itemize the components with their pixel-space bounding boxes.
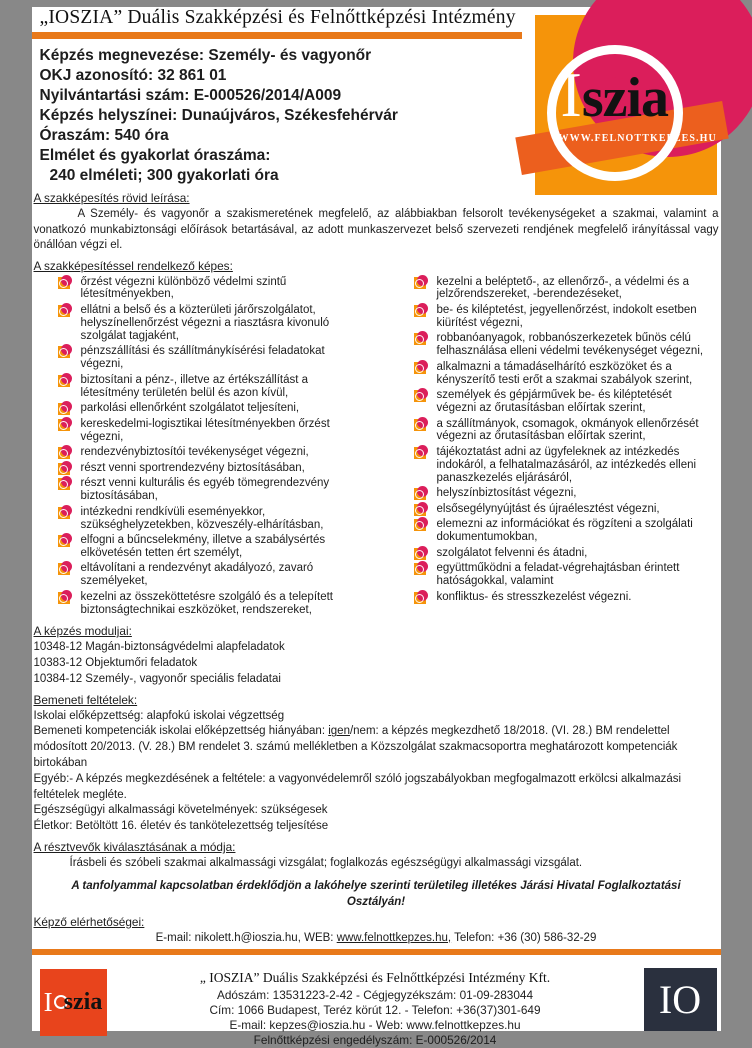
bullet-logo-icon xyxy=(414,362,426,374)
bullet-logo-icon xyxy=(414,563,426,575)
capability-item: alkalmazni a támadáselhárító eszközöket és a kényszerítő testi erőt a szakmai szabályok szerint, xyxy=(414,361,714,387)
capability-item: együttműködni a feladat-végrehajtásban érintett hatóságokkal, valamint xyxy=(414,562,714,588)
capabilities-left-column xyxy=(32,276,376,620)
capability-item: elfogni a bűncselekmény, illetve a szabálysértés elkövetésén tetten ért személyt, xyxy=(58,534,362,560)
okj-id-line: OKJ azonosító: 32 861 01 xyxy=(40,66,520,86)
capability-item: biztosítani a pénz-, illetve az értékszállítást a létesítmény területén belül és azon kívül, xyxy=(58,374,362,400)
website-link[interactable]: www.felnottkepzes.hu, xyxy=(337,932,451,944)
bullet-logo-icon xyxy=(414,419,426,431)
footer-divider xyxy=(32,949,721,955)
module-line: 10383-12 Objektumőri feladatok xyxy=(34,656,719,672)
capability-item: a szállítmányok, csomagok, okmányok ellenőrzését végezni az őrutasításban előírtak szerint, xyxy=(414,418,714,444)
hours-line: Óraszám: 540 óra xyxy=(40,126,520,146)
capability-item: pénzszállítási és szállítmánykísérési feladatokat végezni, xyxy=(58,345,362,371)
registration-number-line: Nyilvántartási szám: E-000526/2014/A009 xyxy=(40,86,520,106)
ioszia-logo xyxy=(535,15,717,195)
capability-item: szolgálatot felvenni és átadni, xyxy=(414,547,714,560)
bullet-logo-icon xyxy=(414,504,426,516)
page-title: „IOSZIA” Duális Szakképzési és Felnőttképzési Intézmény xyxy=(40,7,721,29)
selection-heading: A résztvevők kiválasztásának a módja: xyxy=(34,840,721,854)
capability-item: parkolási ellenőrként szolgálatot teljesíteni, xyxy=(58,402,362,415)
footer-tax-line: Adószám: 13531223-2-42 - Cégjegyzékszám: 01-09-283044 xyxy=(107,988,644,1003)
capabilities-heading: A szakképesítéssel rendelkező képes: xyxy=(34,259,721,273)
module-line: 10384-12 Személy-, vagyonőr speciális feladatai xyxy=(34,672,719,688)
bullet-logo-icon xyxy=(58,563,70,575)
capability-item: részt venni sportrendezvény biztosításában, xyxy=(58,462,362,475)
logo-website-text: WWW.FELNOTTKEPZES.HU xyxy=(559,133,717,144)
entry-other-line: Egyéb:- A képzés megkezdésének a feltétele: a vagyonvédelemről szóló jogszabályokban megfogalmazott erkölcsi alkalmazási feltételek megléte. xyxy=(34,772,719,804)
yes-underlined-text: igen xyxy=(328,725,350,737)
entry-conditions-heading: Bemeneti feltételek: xyxy=(34,693,721,707)
bullet-logo-icon xyxy=(414,277,426,289)
capability-item: eltávolítani a rendezvényt akadályozó, zavaró személyeket, xyxy=(58,562,362,588)
contact-heading: Képző elérhetőségei: xyxy=(34,915,721,929)
contact-line: E-mail: nikolett.h@ioszia.hu, WEB: www.felnottkepzes.hu, Telefon: +36 (30) 586-32-29 xyxy=(32,932,721,944)
footer-logo-letter-i: I xyxy=(44,987,53,1018)
footer-company-info xyxy=(107,964,644,1048)
footer-company-name: „ IOSZIA” Duális Szakképzési és Felnőttképzési Intézmény Kft. xyxy=(107,970,644,986)
theory-practice-label-line: Elmélet és gyakorlat óraszáma: xyxy=(40,146,520,166)
bullet-logo-icon xyxy=(414,390,426,402)
bullet-logo-icon xyxy=(58,463,70,475)
capability-item: be- és kiléptetést, jegyellenőrzést, indokolt esetben kiürítést végezni, xyxy=(414,304,714,330)
capability-item: robbanóanyagok, robbanószerkezetek bűnös célú felhasználása elleni védelmi tevékenységet végezni, xyxy=(414,332,714,358)
entry-school-line: Iskolai előképzettség: alapfokú iskolai végzettség xyxy=(34,709,719,725)
bullet-logo-icon xyxy=(58,277,70,289)
capabilities-right-column xyxy=(376,276,720,620)
logo-letters-szia: szia xyxy=(582,67,668,129)
bullet-logo-icon xyxy=(58,592,70,604)
footer-ioszia-logo xyxy=(40,969,107,1036)
capability-item: elsősegélynyújtást és újraélesztést végezni, xyxy=(414,503,714,516)
footer-io-logo: IO xyxy=(644,968,717,1031)
job-office-notice: A tanfolyammal kapcsolatban érdeklődjön a lakóhelye szerinti területileg illetékes Járási Hivatal Foglalkoztatási Osztályán! xyxy=(56,878,696,910)
header-divider xyxy=(32,32,522,39)
bullet-logo-icon xyxy=(414,548,426,560)
bullet-logo-icon xyxy=(58,447,70,459)
bullet-logo-icon xyxy=(58,535,70,547)
bullet-logo-icon xyxy=(414,592,426,604)
capability-item: konfliktus- és stresszkezelést végezni. xyxy=(414,591,714,604)
footer-logo-letters-szia: szia xyxy=(64,989,103,1016)
footer-address-line: Cím: 1066 Budapest, Teréz körút 12. - Telefon: +36(37)301-649 xyxy=(107,1003,644,1018)
locations-line: Képzés helyszínei: Dunaújváros, Székesfehérvár xyxy=(40,106,520,126)
bullet-logo-icon xyxy=(414,447,426,459)
description-paragraph: A Személy- és vagyonőr a szakismeretének megfelelő, az alábbiakban felsorolt tevékenységeket a szakmai, valamint a vonatkozó munkabiztonsági előírások betartásával, az adott munkaszervezet belső szervezeti rendjének megfelelő irányítással vagy önállóan végzi el. xyxy=(34,207,719,254)
footer-email-web-line: E-mail: kepzes@ioszia.hu - Web: www.felnottkepzes.hu xyxy=(107,1018,644,1033)
bullet-logo-icon xyxy=(58,507,70,519)
entry-health-line: Egészségügyi alkalmassági követelmények: szükségesek xyxy=(34,803,719,819)
entry-age-line: Életkor: Betöltött 16. életév és tankötelezettség teljesítése xyxy=(34,819,719,835)
capabilities-columns xyxy=(32,276,721,620)
bullet-logo-icon xyxy=(414,519,426,531)
modules-heading: A képzés moduljai: xyxy=(34,624,721,638)
capability-item: ellátni a belső és a közterületi járőrszolgálatot, helyszínellenőrzést végezni a riasztásra kivonuló szolgálat tagjaként, xyxy=(58,304,362,343)
capability-item: kezelni a beléptető-, az ellenőrző-, a védelmi és a jelzőrendszereket, -berendezéseket, xyxy=(414,276,714,302)
flyer-page xyxy=(32,7,721,1031)
bullet-logo-icon xyxy=(58,346,70,358)
selection-body-line: Írásbeli és szóbeli szakmai alkalmassági vizsgálat; foglalkozás egészségügyi alkalmassági vizsgálat. xyxy=(34,856,719,872)
bullet-logo-icon xyxy=(58,305,70,317)
capability-item: kereskedelmi-logisztikai létesítményekben őrzést végezni, xyxy=(58,418,362,444)
capability-item: intézkedni rendkívüli eseményekkor, szükséghelyzetekben, közveszély-elhárításban, xyxy=(58,506,362,532)
capability-item: őrzést végezni különböző védelmi szintű létesítményekben, xyxy=(58,276,362,302)
bullet-logo-icon xyxy=(414,305,426,317)
capability-item: személyek és gépjárművek be- és kiléptetését végezni az őrutasításban előírtak szerint, xyxy=(414,389,714,415)
logo-letter-i: I xyxy=(561,59,582,130)
capability-item: részt venni kulturális és egyéb tömegrendezvény biztosításában, xyxy=(58,477,362,503)
bullet-logo-icon xyxy=(414,488,426,500)
entry-competencies-line: Bemeneti kompetenciák iskolai előképzettség hiányában: igen/nem: a képzés megkezdhető 18/2018. (VI. 28.) BM rendelettel módosított 20/2013. (V. 28.) BM rendelet 3. számú mellékletben a Közszolgálat szakmacsoportra meghatározott kompetenciák birtokában xyxy=(34,724,719,771)
footer-license-line: Felnőttképzési engedélyszám: E-000526/2014 xyxy=(107,1033,644,1048)
capability-item: elemezni az információkat és rögzíteni a szolgálati dokumentumokban, xyxy=(414,518,714,544)
bullet-logo-icon xyxy=(414,333,426,345)
bullet-logo-icon xyxy=(58,478,70,490)
course-info-block xyxy=(40,46,520,186)
theory-practice-hours-line: 240 elméleti; 300 gyakorlati óra xyxy=(40,166,520,186)
capability-item: rendezvénybiztosítói tevékenységet végezni, xyxy=(58,446,362,459)
capability-item: tájékoztatást adni az ügyfeleknek az intézkedés indokáról, a felhatalmazásáról, az intézkedés elleni panaszkezelés eljárásáról, xyxy=(414,446,714,485)
capability-item: helyszínbiztosítást végezni, xyxy=(414,487,714,500)
description-heading: A szakképesítés rövid leírása: xyxy=(34,191,721,205)
bullet-logo-icon xyxy=(58,419,70,431)
footer xyxy=(32,964,721,1048)
bullet-logo-icon xyxy=(58,375,70,387)
capability-item: kezelni az összeköttetésre szolgáló és a telepített biztonságtechnikai eszközöket, rendszereket, xyxy=(58,591,362,617)
course-name-line: Képzés megnevezése: Személy- és vagyonőr xyxy=(40,46,520,66)
module-line: 10348-12 Magán-biztonságvédelmi alapfeladatok xyxy=(34,640,719,656)
bullet-logo-icon xyxy=(58,403,70,415)
